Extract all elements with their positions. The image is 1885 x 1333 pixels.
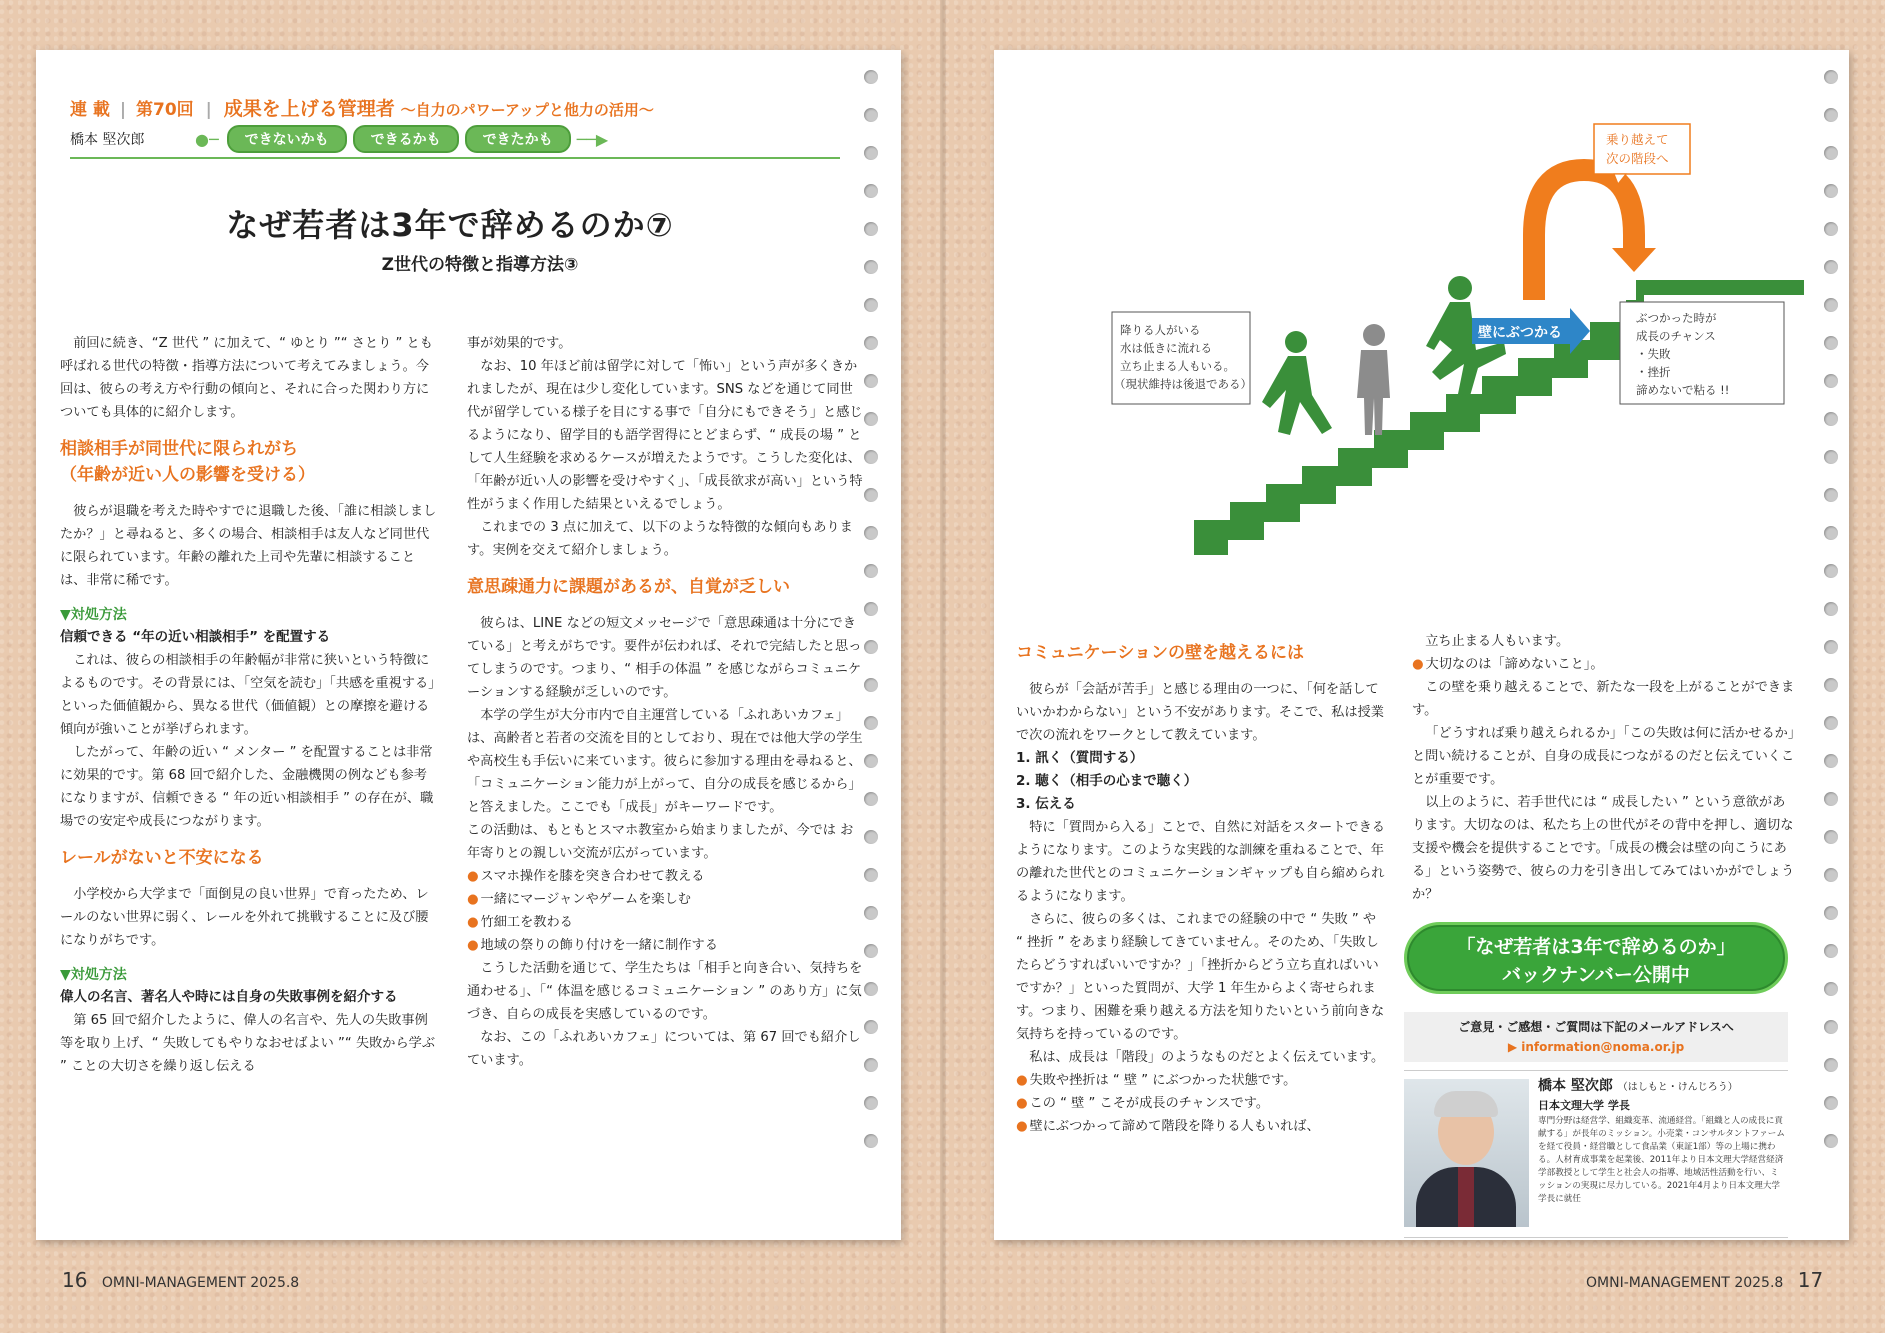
binder-hole [1824,792,1838,806]
binder-hole [864,564,878,578]
binder-hole [1824,260,1838,274]
profile-bio: 専門分野は経営学、組織変革、流通経営。「組織と人の成長に貢献する」が長年のミッション。小売業・コンサルタントファームを経て役員・経営職として食品業（東証1部）等の上場に携わる。人材育成事業を起業後、2011年より日本文理大学経営経済学部教授として学生と社会人の指導、地域活性活動を行い、ミッションの実現に尽力している。2021年4月より日本文理大学学長に就任 [1538,1116,1785,1204]
binder-hole [864,792,878,806]
binder-hole [1824,336,1838,350]
right-callout-line5: 諦めないで粘る !! [1636,383,1730,397]
left-callout-line1: 降りる人がいる [1120,323,1201,337]
paragraph: この活動は、もともとスマホ教室から始まりましたが、今では お年寄りとの親しい交流が広がっています。 [467,823,854,861]
article-subtitle: Z世代の特徴と指導方法③ [381,255,579,275]
binder-hole [1824,146,1838,160]
binder-hole [1824,944,1838,958]
binder-hole [1824,678,1838,692]
subsection-label: ▼対処方法 [60,967,127,983]
profile-name: 橋本 堅次郎 [1538,1078,1613,1094]
binder-hole [1824,868,1838,882]
author-photo [1404,1079,1529,1227]
bold-lead: 信頼できる “年の近い相談相手” を配置する [60,629,331,645]
paragraph: 立ち止まる人もいます。 [1425,634,1570,649]
bullet-item: ● 竹細工を教わる [467,911,863,934]
binder-hole [1824,70,1838,84]
binder-hole [1824,1058,1838,1072]
arrowhead-icon [1612,248,1656,272]
spacer [60,424,440,436]
paragraph: さらに、彼らの多くは、これまでの経験の中で “ 失敗 ” や “ 挫折 ” をあまり経験してきていません。そのため、「失敗したらどうすればいいですか？」「挫折からどう立ち直ればいいですか？」といった質問が、大学 1 年生からよく寄せられます。つまり、困難を乗り越える方法を知りたいという前向きな気持ちを持っているのです。 [1016,912,1385,1042]
paragraph: 彼らは、LINE などの短文メッセージで「意思疎通は十分にできている」と考えがちです。要件が伝われば、それで完結したと思ってしまうのです。つまり、“ 相手の体温 ” を感じながらコミュニケーションする経験が乏しいのです。 [467,616,862,700]
bullet-item: ● 地域の祭りの飾り付けを一緒に制作する [467,934,863,957]
right-callout-line1: ぶつかった時が [1636,311,1717,325]
paragraph: 彼らが退職を考えた時やすでに退職した後、「誰に相談しましたか？」と尋ねると、多くの場合、相談相手は友人など同世代に限られています。年齢の離れた上司や先輩に相談することは、非常に稀です。 [60,504,437,588]
binder-hole [864,412,878,426]
binder-hole [864,754,878,768]
paragraph: 彼らが「会話が苦手」と感じる理由の一つに、「何を話していいかわからない」という不安があります。そこで、私は授業で次の流れをワークとして教えています。 [1016,682,1384,743]
contact-email[interactable]: information@noma.or.jp [1521,1040,1685,1054]
binder-hole [1824,754,1838,768]
spacer [60,488,440,500]
left-col-2 [467,332,863,1072]
banner-line2: バックナンバー公開中 [1502,964,1690,986]
spacer [467,562,863,574]
binder-hole [864,1020,878,1034]
bullet-item: ● 失敗や挫折は “ 壁 ” にぶつかった状態です。 [1016,1069,1386,1092]
binder-hole [864,260,878,274]
left-callout-line4: （現状維持は後退である） [1114,377,1252,391]
binder-hole [864,602,878,616]
binder-hole [1824,906,1838,920]
magazine-name: OMNI-MANAGEMENT [101,1275,246,1291]
paragraph: 本学の学生が大分市内で自主運営している「ふれあいカフェ」は、高齢者と若者の交流を目的としており、現在では他大学の学生や高校生も手伝いに来ています。彼らに参加する理由を尋ねると、「コミュニケーション能力が上がって、自分の成長を感じるから」と答えました。ここでも「成長」がキーワードです。 [467,708,863,815]
pill-maybe: できるかも [353,125,459,153]
binder-hole [1824,1020,1838,1034]
footer-left [62,1268,299,1292]
paragraph: 前回に続き、“Z 世代 ” に加えて、“ ゆとり ”“ さとり ” とも呼ばれる世代の特徴・指導方法について考えてみましょう。今回は、彼らの考え方や行動の傾向と、それに合った関わり方についても具体的に紹介します。 [60,336,433,420]
binder-hole [864,678,878,692]
author-name: 橋本 堅次郎 [70,132,145,148]
profile-reading: （はしもと・けんじろう） [1617,1082,1738,1093]
footer-right [1586,1268,1823,1292]
paragraph: なお、この「ふれあいカフェ」については、第 67 回でも紹介しています。 [467,1030,861,1068]
binder-hole [1824,184,1838,198]
pill-done: できたかも [465,125,571,153]
binder-hole [864,1134,878,1148]
issue-date: 2025.8 [1734,1275,1784,1291]
binder-hole [864,336,878,350]
spacer [1016,666,1386,678]
binder-hole [864,1058,878,1072]
binder-hole [864,450,878,464]
left-callout-line2: 水は低きに流れる [1120,341,1212,355]
profile-affiliation: 日本文理大学 学長 [1538,1099,1630,1112]
paragraph: したがって、年齢の近い “ メンター ” を配置することは非常に効果的です。第 68 回で紹介した、金融機関の例なども参考になりますが、信頼できる “ 年の近い相談相手 ” の存在が、職場での安定や成長につながります。 [60,745,434,829]
spacer [60,952,440,964]
right-col-2 [1412,630,1798,906]
paragraph: 事が効果的です。 [467,336,572,351]
series-title: 成果を上げる管理者 [223,98,395,120]
binder-hole [864,640,878,654]
spacer [60,833,440,845]
issue-number: 第70回 [135,100,194,120]
binder-hole [1824,450,1838,464]
bold-lead: 偉人の名言、著名人や時には自身の失敗事例を紹介する [60,989,398,1005]
binder-hole [1824,488,1838,502]
binder-hole [1824,374,1838,388]
binder-hole [1824,602,1838,616]
binder-hole [1824,526,1838,540]
pill-cannot: できないかも [227,125,347,153]
bullet-item: ● 大切なのは「諦めないこと」。 [1412,653,1798,676]
right-callout-line3: ・失敗 [1636,347,1671,361]
binder-hole [864,716,878,730]
bullet-item: ● 壁にぶつかって諦めて階段を降りる人もいれば、 [1016,1115,1386,1138]
paragraph: 第 65 回で紹介したように、偉人の名言や、先人の失敗事例等を取り上げ、“ 失敗してもやりなおせばよい ”“ 失敗から学ぶ ” ことの大切さを繰り返し伝える [60,1013,436,1074]
binder-hole [864,906,878,920]
magazine-name: OMNI-MANAGEMENT [1586,1275,1730,1291]
binder-hole [1824,640,1838,654]
bold-lead: 1. 訊く（質問する） [1016,750,1144,766]
binder-hole [864,982,878,996]
article-title-block [36,200,864,275]
staircase-illustration [994,50,1824,570]
binder-holes [1824,70,1842,1172]
person-descending-icon [1262,331,1332,435]
left-col-1 [60,332,440,1078]
binder-hole [864,830,878,844]
paragraph: これは、彼らの相談相手の年齢幅が非常に狭いという特徴によるものです。その背景には、「空気を読む」「共感を重視する」といった価値観から、異なる世代（価値観）との摩擦を避ける傾向が強いことが挙げられます。 [60,653,435,737]
binder-holes [864,70,882,1172]
person-standing-icon [1357,324,1390,435]
binder-hole [1824,108,1838,122]
right-col-1 [1016,640,1386,1138]
paragraph: 特に「質問から入る」ことで、自然に対話をスタートできるようになります。このような実践的な訓練を重ねることで、年の離れた世代とのコミュニケーションギャップも自ら縮められるようになります。 [1016,820,1385,904]
series-subtitle: ～自力のパワーアップと他力の活用～ [400,101,654,119]
author-profile [1404,1070,1788,1238]
binder-hole [1824,412,1838,426]
series-header: 連 載 | 第70回 | 成果を上げる管理者 ～自力のパワーアップと他力の活用～ 橋本 堅次郎 ●─ できないかも できるかも できたかも ──▶ [70,94,870,159]
left-callout-line3: 立ち止まる人もいる。 [1120,359,1235,373]
section-heading: 相談相手が同世代に限られがち [60,439,298,459]
binder-hole [1824,1096,1838,1110]
binder-hole [864,526,878,540]
section-heading: （年齢が近い人の影響を受ける） [60,465,315,485]
binder-hole [1824,564,1838,578]
article-title: なぜ若者は3年で辞めるのか⑦ [226,206,674,244]
contact-box [1404,1012,1788,1062]
wall-arrow-label: 壁にぶつかる [1478,325,1562,341]
spacer [60,592,440,604]
paragraph: 以上のように、若手世代には “ 成長したい ” という意欲があります。大切なのは、私たち上の世代がその背中を押し、適切な支援や機会を提供することです。「成長の機会は壁の向こうにある」という姿勢で、彼らの力を引き出してみてはいかがでしょうか？ [1412,795,1795,902]
subsection-label: ▼対処方法 [60,607,127,623]
contact-text: ご意見・ご感想・ご質問は下記のメールアドレスへ [1458,1020,1734,1034]
header-rule [70,157,840,159]
spacer [60,871,440,883]
section-heading: 意思疎通力に課題があるが、自覚が乏しい [467,577,790,597]
climb-over-arrow [1534,170,1634,300]
binder-hole [1824,1134,1838,1148]
page-gutter [940,0,946,1333]
binder-hole [864,488,878,502]
paragraph: これまでの 3 点に加えて、以下のような特徴的な傾向もあります。実例を交えて紹介しましょう。 [467,520,853,558]
left-page [36,50,901,1240]
binder-hole [1824,222,1838,236]
paragraph: 私は、成長は「階段」のようなものだとよく伝えています。 [1029,1050,1385,1065]
banner-line1: 「なぜ若者は3年で辞めるのか」 [1456,936,1736,958]
issue-date: 2025.8 [250,1275,300,1291]
right-page [994,50,1849,1240]
bold-lead: 3. 伝える [1016,796,1076,812]
series-label: 連 載 [70,100,110,120]
section-heading: コミュニケーションの壁を越えるには [1016,643,1304,663]
page-number: 17 [1797,1268,1824,1292]
paragraph: 「どうすれば乗り越えられるか」「この失敗は何に活かせるか」と問い続けることが、自身の成長につながるのだと伝えていくことが重要です。 [1412,726,1795,787]
top-callout-line1: 乗り越えて [1606,132,1669,147]
binder-hole [1824,982,1838,996]
binder-hole [864,868,878,882]
binder-hole [1824,716,1838,730]
binder-hole [1824,298,1838,312]
backnumber-banner[interactable] [1404,922,1788,994]
paragraph: この壁を乗り越えることで、新たな一段を上がることができます。 [1412,680,1795,718]
page-number: 16 [62,1268,88,1292]
right-callout-line2: 成長のチャンス [1636,329,1716,343]
paragraph: こうした活動を通じて、学生たちは「相手と向き合い、気持ちを通わせる」、「“ 体温を感じるコミュニケーション ” のあり方」に気づき、自らの成長を実感しているのです。 [467,961,863,1022]
binder-hole [864,944,878,958]
binder-hole [864,374,878,388]
right-callout-line4: ・挫折 [1636,365,1671,379]
paragraph: なお、10 年ほど前は留学に対して「怖い」という声が多くきかれましたが、現在は少し変化しています。SNS などを通じて同世代が留学している様子を目にする事で「自分にもできそう」と感じるようになり、留学目的も語学習得にとどまらず、“ 成長の場 ” として人生経験を求めるケースが増えたようです。こうした変化は、「年齢が近い人の影響を受けやすく」、「成長欲求が高い」という特性がうまく作用した結果といえるでしょう。 [467,359,863,512]
binder-hole [864,1096,878,1110]
binder-hole [864,70,878,84]
bullet-item: ● 一緒にマージャンやゲームを楽しむ [467,888,863,911]
binder-hole [864,222,878,236]
bullet-item: ● この “ 壁 ” こそが成長のチャンスです。 [1016,1092,1386,1115]
bold-lead: 2. 聴く（相手の心まで聴く） [1016,773,1198,789]
bullet-item: ● スマホ操作を膝を突き合わせて教える [467,865,863,888]
spacer [467,600,863,612]
arrow-right-icon: ▶ [1507,1040,1522,1054]
top-callout-line2: 次の階段へ [1606,151,1669,166]
binder-hole [864,184,878,198]
section-heading: レールがないと不安になる [60,848,264,868]
paragraph: 小学校から大学まで「面倒見の良い世界」で育ったため、レールのない世界に弱く、レールを外れて挑戦することに及び腰になりがちです。 [60,887,429,948]
binder-hole [864,298,878,312]
binder-hole [1824,830,1838,844]
